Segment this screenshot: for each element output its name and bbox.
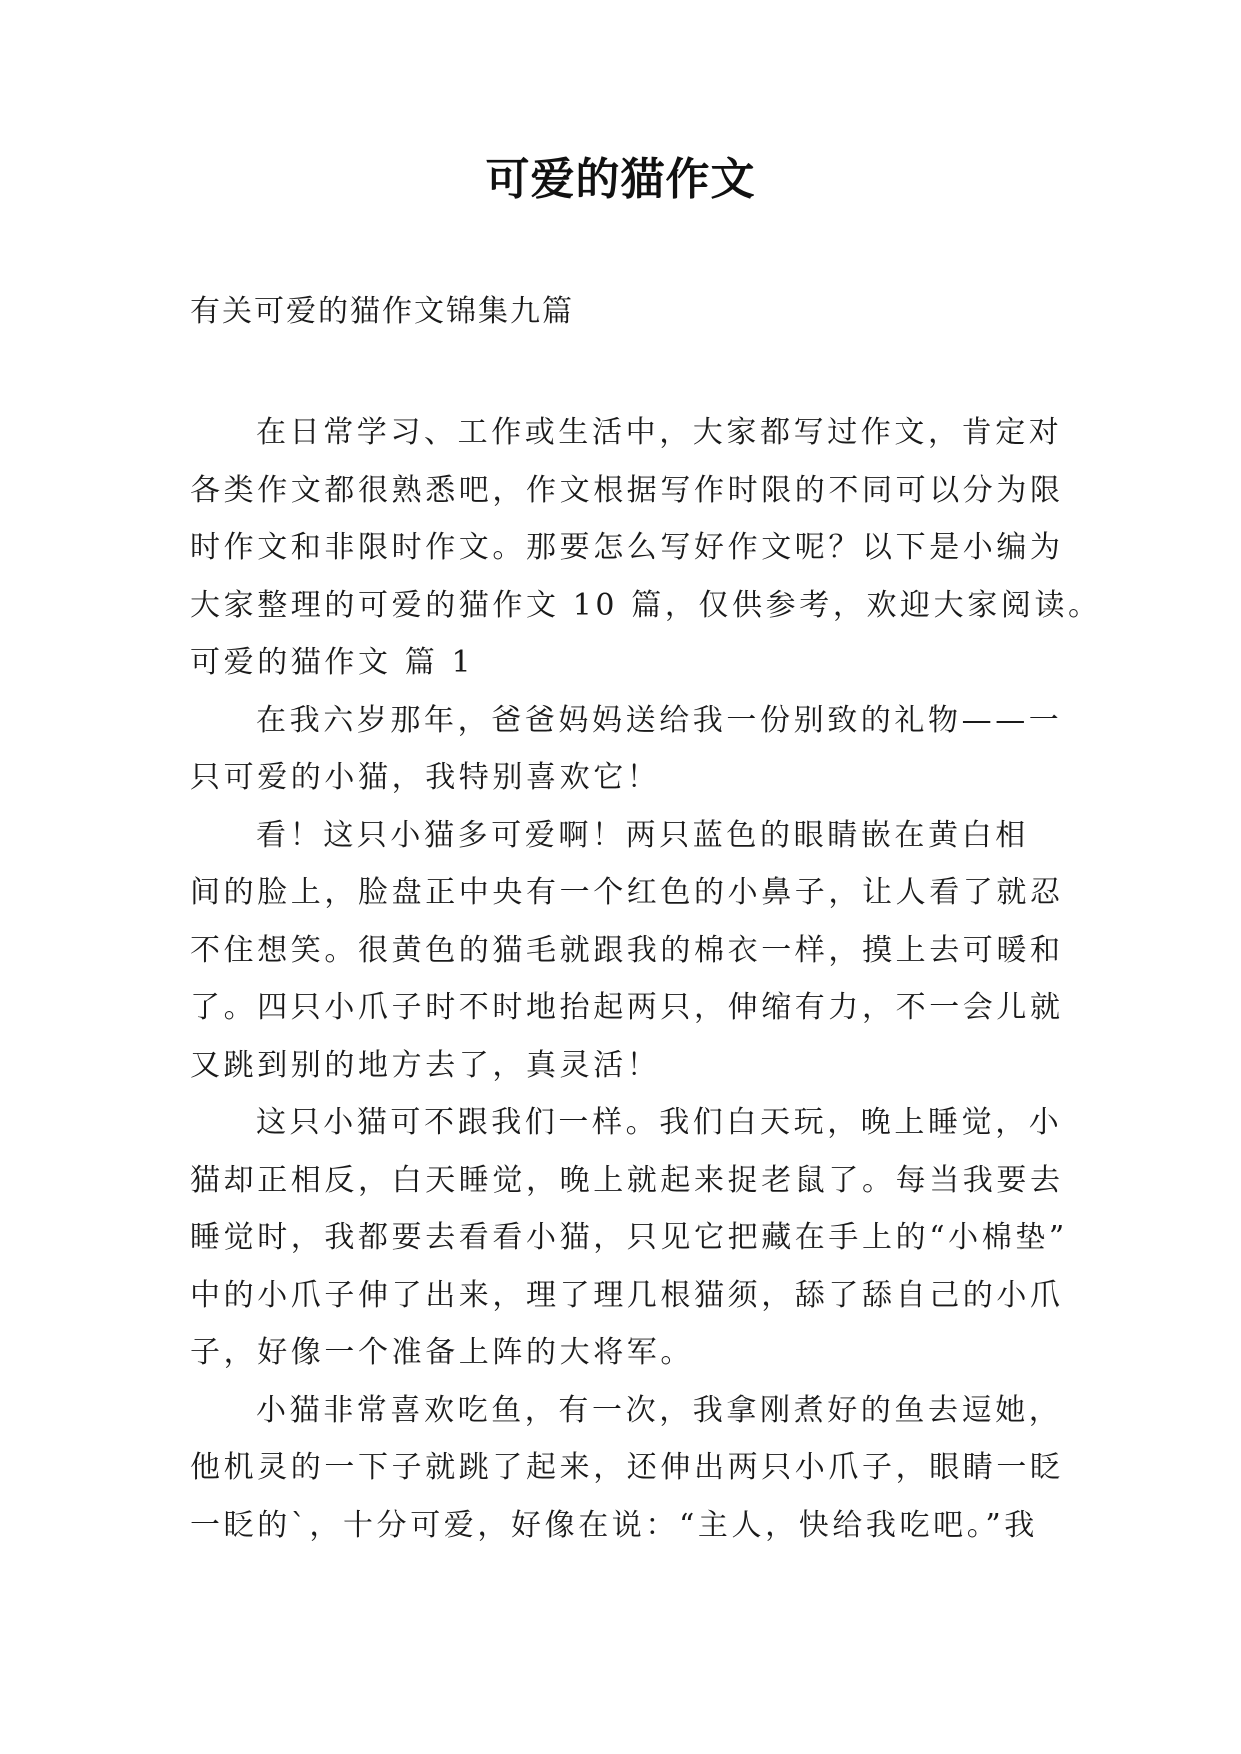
text-line: 猫却正相反，白天睡觉，晚上就起来捉老鼠了。每当我要去: [190, 1162, 1064, 1198]
text-line: 子，好像一个准备上阵的大将军。: [190, 1335, 694, 1370]
text-line: 间的脸上，脸盘正中央有一个红色的小鼻子，让人看了就忍: [190, 875, 1064, 910]
text-line: 只可爱的小猫，我特别喜欢它！: [190, 760, 661, 795]
text-line: 可爱的猫作文 篇 1: [190, 645, 475, 680]
text-line: 中的小爪子伸了出来，理了理几根猫须，舔了舔自己的小爪: [190, 1277, 1064, 1313]
text-line: 时作文和非限时作文。那要怎么写好作文呢？以下是小编为: [190, 530, 1064, 565]
text-line: 这只小猫可不跟我们一样。我们白天玩，晚上睡觉，小: [256, 1105, 1063, 1140]
text-line: 一眨的`，十分可爱，好像在说：“主人，快给我吃吧。”我: [190, 1507, 1038, 1543]
text-line: 了。四只小爪子时不时地抬起两只，伸缩有力，不一会儿就: [190, 990, 1064, 1025]
document-subtitle: 有关可爱的猫作文锦集九篇: [190, 294, 574, 329]
text-line: 小猫非常喜欢吃鱼，有一次，我拿刚煮好的鱼去逗她，: [256, 1392, 1063, 1428]
text-line: 睡觉时，我都要去看看小猫，只见它把藏在手上的“小棉垫”: [190, 1220, 1068, 1255]
document-body: [190, 404, 1102, 1554]
text-line: 大家整理的可爱的猫作文 10 篇，仅供参考，欢迎大家阅读。: [190, 587, 1102, 623]
text-line: 各类作文都很熟悉吧，作文根据写作时限的不同可以分为限: [190, 472, 1064, 508]
text-line: 又跳到别的地方去了，真灵活！: [190, 1047, 661, 1083]
text-line: 在我六岁那年，爸爸妈妈送给我一份别致的礼物——一: [256, 702, 1063, 738]
text-line: 在日常学习、工作或生活中，大家都写过作文，肯定对: [256, 415, 1063, 450]
text-line: 看！这只小猫多可爱啊！两只蓝色的眼睛嵌在黄白相: [256, 817, 1029, 853]
document-title: 可爱的猫作文: [485, 154, 756, 205]
text-line: 他机灵的一下子就跳了起来，还伸出两只小爪子，眼睛一眨: [190, 1450, 1064, 1485]
text-line: 不住想笑。很黄色的猫毛就跟我的棉衣一样，摸上去可暖和: [190, 932, 1064, 968]
